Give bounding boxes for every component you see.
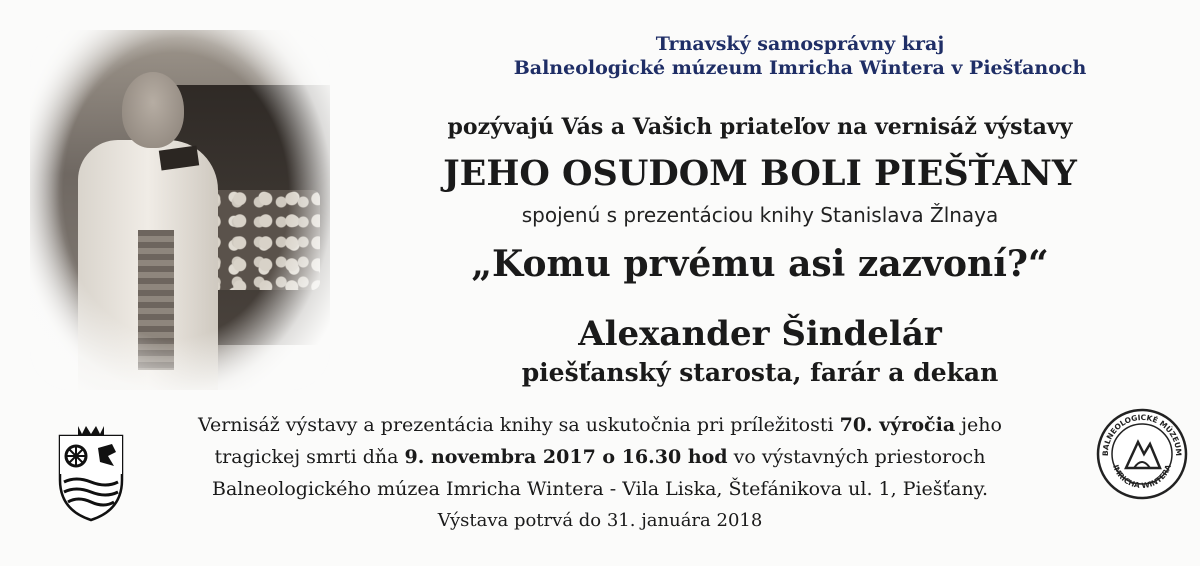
details-line-2	[150, 446, 1050, 468]
organizer-museum: Balneologické múzeum Imricha Wintera v Piešťanoch	[513, 57, 1087, 79]
museum-seal-icon	[1094, 406, 1190, 502]
book-title: „Komu prvému asi zazvoní?“	[471, 243, 1049, 285]
historical-photo	[30, 30, 330, 390]
exhibition-subtitle: spojenú s prezentáciou knihy Stanislava Žlnaya	[521, 203, 999, 227]
details-line-3: Balneologického múzea Imricha Wintera - Vila Liska, Štefánikova ul. 1, Piešťany.	[211, 478, 988, 500]
details-text: Vernisáž výstavy a prezentácia knihy sa uskutočnia pri príležitosti	[198, 414, 840, 436]
person-role: piešťanský starosta, farár a dekan	[521, 358, 999, 387]
seal-text-bottom: IMRICHA WINTERA	[1111, 463, 1173, 491]
details-text: jeho	[955, 414, 1002, 436]
organizer-region: Trnavský samosprávny kraj	[655, 33, 945, 55]
photo-vignette	[30, 30, 330, 390]
seal-text-top: BALNEOLOGICKÉ MÚZEUM	[1100, 412, 1184, 457]
exhibition-title: JEHO OSUDOM BOLI PIEŠŤANY	[443, 153, 1077, 194]
anniversary-highlight: 70. výročia	[839, 414, 956, 436]
coat-of-arms-icon	[54, 422, 128, 522]
exhibition-duration: Výstava potrvá do 31. januára 2018	[437, 510, 763, 531]
details-text: vo výstavných priestoroch	[727, 446, 986, 468]
event-date-highlight: 9. novembra 2017 o 16.30 hod	[404, 446, 728, 468]
details-line-1	[150, 414, 1050, 436]
details-text: tragickej smrti dňa	[214, 446, 405, 468]
person-name: Alexander Šindelár	[578, 314, 942, 354]
invitation-line: pozývajú Vás a Vašich priateľov na vernisáž výstavy	[447, 114, 1073, 140]
